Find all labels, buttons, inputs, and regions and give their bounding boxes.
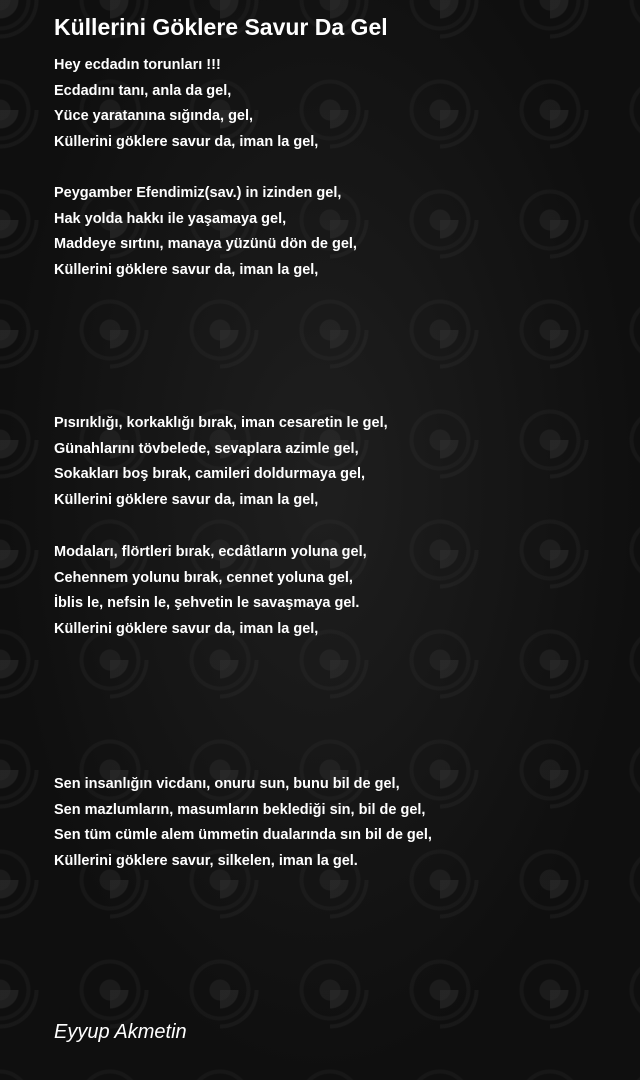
stanza-1 <box>54 53 318 156</box>
poem-author: Eyyup Akmetin <box>54 1021 187 1043</box>
poem-line: Küllerini göklere savur da, iman la gel, <box>54 262 319 279</box>
poem-line: Küllerini göklere savur da, iman la gel, <box>54 621 319 638</box>
poem-line: Pısırıklığı, korkaklığı bırak, iman cesaretin le gel, <box>54 415 388 431</box>
poem-title: Küllerini Göklere Savur Da Gel <box>54 14 388 40</box>
poem-line: Cehennem yolunu bırak, cennet yoluna gel, <box>54 569 353 586</box>
stanza-4 <box>54 540 367 643</box>
poem-line: Sen tüm cümle alem ümmetin dualarında sın bil de gel, <box>54 827 432 844</box>
poem-line: Sen insanlığın vicdanı, onuru sun, bunu bil de gel, <box>54 776 400 792</box>
poem-line: Ecdadını tanı, anla da gel, <box>54 82 232 99</box>
poem-line: Modaları, flörtleri bırak, ecdâtların yoluna gel, <box>54 544 367 560</box>
poem-line: Maddeye sırtını, manaya yüzünü dön de gel, <box>54 236 357 253</box>
poem-line: Küllerini göklere savur, silkelen, iman la gel. <box>54 853 358 870</box>
poem-line: Günahlarını tövbelede, sevaplara azimle gel, <box>54 440 359 457</box>
poem-line: Hak yolda hakkı ile yaşamaya gel, <box>54 210 287 227</box>
poem-line: Sen mazlumların, masumların beklediği sin, bil de gel, <box>54 801 426 818</box>
poem-line: Yüce yaratanına sığında, gel, <box>54 108 254 125</box>
poem-line: Hey ecdadın torunları !!! <box>54 57 221 73</box>
stanza-2 <box>54 181 357 284</box>
poem-line: İblis le, nefsin le, şehvetin le savaşmaya gel. <box>54 595 360 612</box>
poem-line: Peygamber Efendimiz(sav.) in izinden gel, <box>54 185 342 201</box>
stanza-5 <box>54 772 432 875</box>
poem-line: Sokakları boş bırak, camileri doldurmaya gel, <box>54 466 366 483</box>
poem-line: Küllerini göklere savur da, iman la gel, <box>54 492 319 509</box>
stanza-3 <box>54 411 388 514</box>
poem-line: Küllerini göklere savur da, iman la gel, <box>54 134 319 151</box>
